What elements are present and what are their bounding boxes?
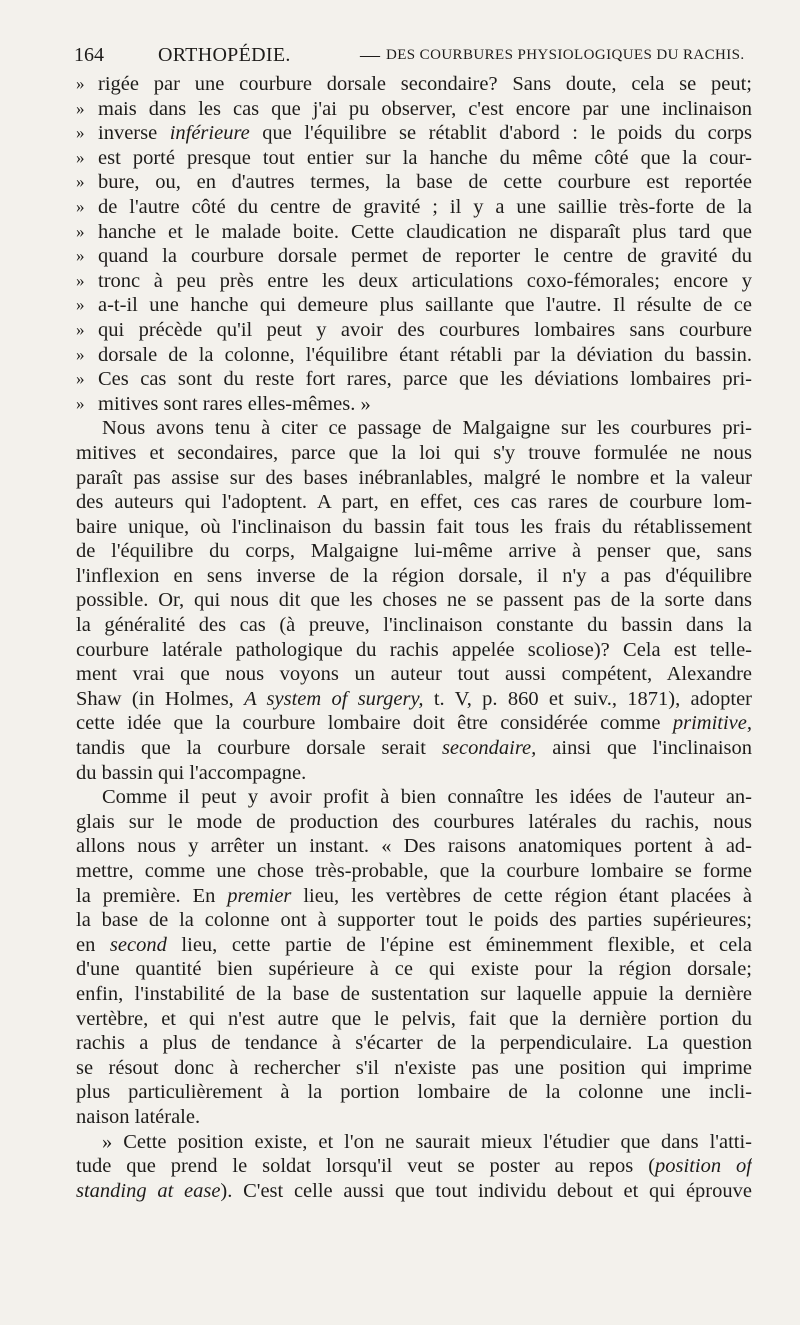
text-line: » quand la courbure dorsale permet de reporter le centre de gravité du bbox=[76, 245, 752, 268]
text-line: » a-t-il une hanche qui demeure plus saillante que l'autre. Il résulte de ce bbox=[76, 294, 752, 317]
text-line: baire unique, où l'inclinaison du bassin fait tous les frais du rétablissement bbox=[76, 515, 752, 538]
text-line: » hanche et le malade boite. Cette claudication ne disparaît plus tard que bbox=[76, 220, 752, 243]
page-body bbox=[76, 72, 752, 1203]
quote-mark: » bbox=[76, 74, 85, 93]
text-line: enfin, l'instabilité de la base de sustentation sur laquelle appuie la dernière bbox=[76, 982, 752, 1005]
text-line: » Cette position existe, et l'on ne saurait mieux l'étudier que dans l'atti- bbox=[102, 1130, 752, 1153]
text-line: rachis a plus de tendance à s'écarter de la perpendiculaire. La question bbox=[76, 1032, 752, 1055]
quote-mark: » bbox=[76, 196, 85, 216]
quote-mark: » bbox=[76, 246, 85, 266]
text-line: » tronc à peu près entre les deux articulations coxo-fémorales; encore y bbox=[76, 269, 752, 292]
text-line: » mais dans les cas que j'ai pu observer, c'est encore par une inclinaison bbox=[76, 97, 752, 120]
text-line: vertèbre, et qui n'est autre que le pelvis, fait que la dernière portion du bbox=[76, 1007, 752, 1030]
text-line: possible. Or, qui nous dit que les choses ne se passent pas de la sorte dans bbox=[76, 589, 752, 612]
quote-mark: » bbox=[76, 319, 85, 339]
text-line: des auteurs qui l'adoptent. A part, en effet, ces cas rares de courbure lom- bbox=[76, 491, 752, 514]
text-line: » mitives sont rares elles-mêmes. » bbox=[76, 392, 371, 415]
text-line: Nous avons tenu à citer ce passage de Malgaigne sur les courbures pri- bbox=[102, 417, 752, 440]
text-line: tude que prend le soldat lorsqu'il veut se poster au repos (position of bbox=[76, 1155, 752, 1178]
quote-mark: » bbox=[76, 270, 85, 290]
text-line: » bure, ou, en d'autres termes, la base de cette courbure est reportée bbox=[76, 171, 752, 194]
text-line: naison latérale. bbox=[76, 1105, 201, 1128]
text-line: » dorsale de la colonne, l'équilibre étant rétabli par la déviation du bassin. bbox=[76, 343, 752, 366]
quote-mark: » bbox=[76, 295, 85, 315]
text-line: » est porté presque tout entier sur la hanche du même côté que la cour- bbox=[76, 146, 752, 169]
text-line: glais sur le mode de production des courbures latérales du rachis, nous bbox=[76, 810, 752, 833]
text-line: Comme il peut y avoir profit à bien connaître les idées de l'auteur an- bbox=[102, 786, 752, 809]
quote-mark: » bbox=[76, 172, 85, 192]
header-title: ORTHOPÉDIE. bbox=[158, 44, 291, 66]
quote-mark: » bbox=[76, 393, 85, 413]
text-line: standing at ease). C'est celle aussi que tout individu debout et qui éprouve bbox=[76, 1179, 752, 1202]
text-line: mettre, comme une chose très-probable, que la courbure lombaire se forme bbox=[76, 860, 752, 882]
text-line: » Ces cas sont du reste fort rares, parce que les déviations lombaires pri- bbox=[76, 368, 752, 391]
quote-mark: » bbox=[76, 344, 85, 364]
text-line: allons nous y arrêter un instant. « Des raisons anatomiques portent à ad- bbox=[76, 835, 752, 858]
text-line: » de l'autre côté du centre de gravité ; il y a une saillie très-forte de la bbox=[76, 195, 752, 218]
text-line: courbure latérale pathologique du rachis appelée scoliose)? Cela est telle- bbox=[76, 638, 752, 661]
text-line: d'une quantité bien supérieure à ce qui existe pour la région dorsale; bbox=[76, 958, 752, 981]
text-line: la base de la colonne ont à supporter tout le poids des parties supérieures; bbox=[76, 909, 752, 932]
quote-mark: » bbox=[76, 221, 85, 241]
page-number: 164 bbox=[74, 44, 104, 66]
text-line: » inverse inférieure que l'équilibre se rétablit d'abord : le poids du corps bbox=[76, 122, 752, 145]
quote-mark: » bbox=[76, 147, 85, 167]
text-line: mitives et secondaires, parce que la loi qui s'y trouve formulée ne nous bbox=[76, 441, 752, 464]
header-subtitle: DES COURBURES PHYSIOLOGIQUES DU RACHIS. bbox=[386, 47, 745, 63]
text-line: tandis que la courbure dorsale serait secondaire, ainsi que l'inclinaison bbox=[76, 737, 752, 760]
running-header bbox=[74, 44, 774, 70]
header-dash: — bbox=[360, 44, 380, 66]
text-line: la première. En premier lieu, les vertèbres de cette région étant placées à bbox=[76, 884, 752, 907]
text-line: du bassin qui l'accompagne. bbox=[76, 761, 307, 784]
text-line: se résout donc à rechercher s'il n'existe pas une position qui imprime bbox=[76, 1056, 752, 1079]
text-line: de l'équilibre du corps, Malgaigne lui-même arrive à penser que, sans bbox=[76, 540, 752, 563]
text-line: » qui précède qu'il peut y avoir des courbures lombaires sans courbure bbox=[76, 318, 752, 341]
text-line: Shaw (in Holmes, A system of surgery, t. V, p. 860 et suiv., 1871), adopter bbox=[76, 687, 752, 710]
text-line: la généralité des cas (à preuve, l'inclinaison constante du bassin dans la bbox=[76, 614, 752, 637]
text-line: plus particulièrement à la portion lombaire de la colonne une incli- bbox=[76, 1081, 752, 1104]
quote-mark: » bbox=[76, 98, 85, 118]
quote-mark: » bbox=[76, 123, 85, 143]
text-line: l'inflexion en sens inverse de la région dorsale, il n'y a pas d'équilibre bbox=[76, 564, 752, 587]
quote-mark: » bbox=[76, 369, 85, 389]
text-line: » rigée par une courbure dorsale secondaire? Sans doute, cela se peut; bbox=[76, 73, 752, 95]
text-line: en second lieu, cette partie de l'épine est éminemment flexible, et cela bbox=[76, 933, 752, 956]
text-line: cette idée que la courbure lombaire doit être considérée comme primitive, bbox=[76, 712, 752, 735]
text-line: ment vrai que nous voyons un auteur tout aussi compétent, Alexandre bbox=[76, 663, 752, 686]
text-line: paraît pas assise sur des bases inébranlables, malgré le nombre et la valeur bbox=[76, 466, 752, 489]
